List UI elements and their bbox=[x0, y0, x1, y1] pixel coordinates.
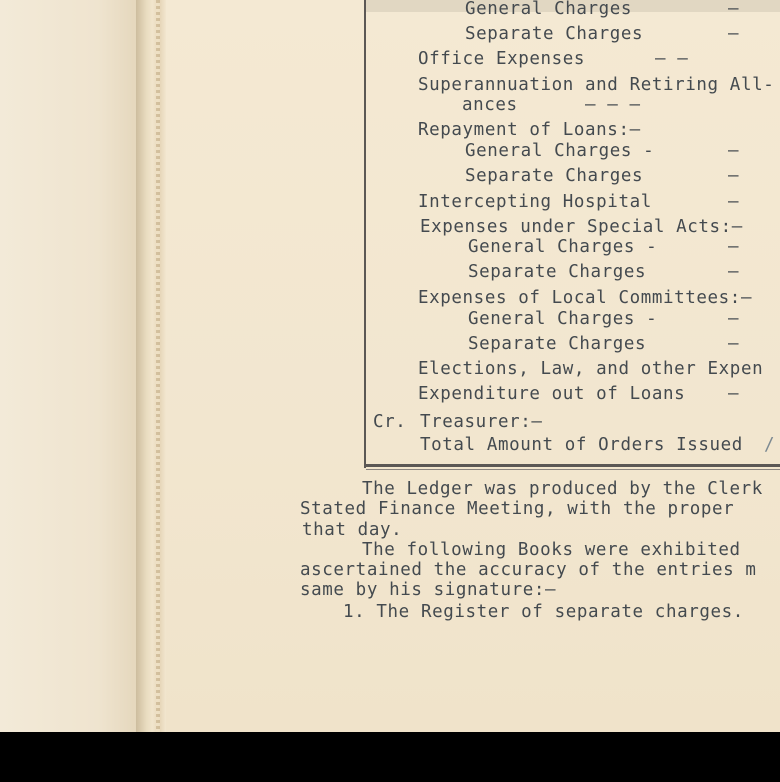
book-gutter bbox=[136, 0, 166, 732]
ledger-row-label: Expenses under Special Acts:— bbox=[420, 217, 743, 237]
ledger-row-label: Superannuation and Retiring All- bbox=[418, 75, 775, 95]
ledger-row-label: Office Expenses bbox=[418, 49, 586, 69]
ledger-row-dash: – bbox=[728, 24, 740, 44]
table-bottom-rule-thin bbox=[366, 469, 780, 470]
paragraph-line: that day. bbox=[302, 520, 403, 540]
ledger-row-dash: – bbox=[728, 262, 740, 282]
left-page bbox=[0, 0, 140, 732]
ledger-row-label: Elections, Law, and other Expen bbox=[418, 359, 764, 379]
ledger-row-label: Separate Charges bbox=[465, 24, 644, 44]
table-bottom-rule bbox=[364, 464, 780, 467]
ledger-row-label: Expenditure out of Loans bbox=[418, 384, 686, 404]
ledger-row-label: Total Amount of Orders Issued bbox=[420, 435, 743, 455]
ledger-row-label: General Charges - bbox=[468, 309, 658, 329]
paragraph-line: The following Books were exhibited bbox=[362, 540, 741, 560]
ledger-row-label: General Charges - bbox=[468, 237, 658, 257]
ledger-row-dash: – bbox=[728, 0, 740, 19]
ledger-row-dash: – – bbox=[655, 49, 689, 69]
ledger-row-label: Separate Charges bbox=[468, 334, 647, 354]
ledger-row-dash: – – – bbox=[585, 95, 641, 115]
ledger-row-label: Treasurer:— bbox=[420, 412, 543, 432]
cr-label: Cr. bbox=[373, 412, 407, 432]
ledger-row-dash: – bbox=[728, 309, 740, 329]
paragraph-line: ascertained the accuracy of the entries m bbox=[300, 560, 757, 580]
paragraph-line: same by his signature:— bbox=[300, 580, 557, 600]
table-left-rule bbox=[364, 0, 366, 468]
ledger-row-dash: – bbox=[728, 334, 740, 354]
ledger-row-label: Repayment of Loans:— bbox=[418, 120, 641, 140]
ledger-row-label: Separate Charges bbox=[468, 262, 647, 282]
list-item: 1. The Register of separate charges. bbox=[343, 602, 744, 622]
paragraph-line: The Ledger was produced by the Clerk bbox=[362, 479, 763, 499]
ledger-row-dash: – bbox=[728, 166, 740, 186]
ledger-row-dash: – bbox=[728, 192, 740, 212]
ledger-row-dash: – bbox=[728, 141, 740, 161]
ledger-row-label: ances bbox=[462, 95, 518, 115]
ledger-row-dash: – bbox=[728, 237, 740, 257]
ledger-row-label: Separate Charges bbox=[465, 166, 644, 186]
ledger-row-dash: – bbox=[728, 384, 740, 404]
handwritten-mark: / bbox=[764, 435, 776, 455]
ledger-row-label: General Charges bbox=[465, 0, 633, 19]
ledger-row-label: Expenses of Local Committees:— bbox=[418, 288, 753, 308]
ledger-row-label: Intercepting Hospital bbox=[418, 192, 652, 212]
paragraph-line: Stated Finance Meeting, with the proper bbox=[300, 499, 735, 519]
scan-border bbox=[0, 732, 780, 782]
ledger-row-label: General Charges - bbox=[465, 141, 655, 161]
page-edge bbox=[156, 0, 160, 732]
